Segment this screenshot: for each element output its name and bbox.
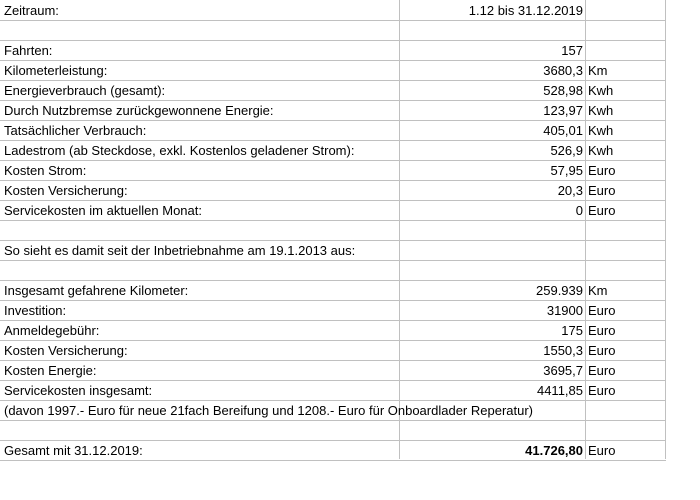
row-label[interactable]: Tatsächlicher Verbrauch:: [4, 123, 147, 138]
table-row: [0, 221, 666, 241]
row-value[interactable]: [400, 261, 583, 280]
table-row: [0, 181, 666, 201]
table-row: [0, 261, 666, 281]
row-value[interactable]: 526,9: [550, 143, 583, 158]
table-row: [0, 281, 666, 301]
table-row: [0, 121, 666, 141]
row-unit[interactable]: Euro: [588, 443, 616, 458]
table-row: [0, 21, 666, 41]
table-row: [0, 161, 666, 181]
table-row: [0, 441, 666, 461]
row-label[interactable]: Kosten Strom:: [4, 163, 87, 178]
row-value[interactable]: 3695,7: [543, 363, 583, 378]
row-value[interactable]: 528,98: [543, 83, 583, 98]
row-value[interactable]: 405,01: [543, 123, 583, 138]
row-value[interactable]: 175: [561, 323, 583, 338]
row-label[interactable]: Ladestrom (ab Steckdose, exkl. Kostenlos geladener Strom):: [4, 143, 355, 158]
row-unit[interactable]: Kwh: [588, 123, 614, 138]
row-label[interactable]: Investition:: [4, 303, 67, 318]
row-value[interactable]: 41.726,80: [525, 443, 583, 458]
row-value[interactable]: [400, 21, 583, 40]
row-label[interactable]: So sieht es damit seit der Inbetriebnahme am 19.1.2013 aus:: [4, 243, 356, 258]
row-unit[interactable]: Euro: [588, 343, 616, 358]
row-value[interactable]: 0: [575, 203, 583, 218]
row-unit[interactable]: Kwh: [588, 103, 614, 118]
row-unit[interactable]: Kwh: [588, 143, 614, 158]
row-value[interactable]: 259.939: [536, 283, 583, 298]
table-row: [0, 301, 666, 321]
table-row: [0, 141, 666, 161]
table-row: [0, 321, 666, 341]
table-row: [0, 41, 666, 61]
row-label[interactable]: Servicekosten im aktuellen Monat:: [4, 203, 202, 218]
row-unit[interactable]: Km: [588, 283, 608, 298]
table-row: [0, 361, 666, 381]
row-value[interactable]: 31900: [546, 303, 583, 318]
row-value[interactable]: 157: [561, 43, 583, 58]
row-label[interactable]: Zeitraum:: [4, 3, 59, 18]
row-value[interactable]: 20,3: [557, 183, 583, 198]
row-label[interactable]: Insgesamt gefahrene Kilometer:: [4, 283, 189, 298]
row-label[interactable]: Durch Nutzbremse zurückgewonnene Energie:: [4, 103, 274, 118]
table-row: [0, 81, 666, 101]
table-row: [0, 421, 666, 441]
row-label[interactable]: Kosten Energie:: [4, 363, 97, 378]
row-unit[interactable]: Euro: [588, 303, 616, 318]
row-label[interactable]: Kilometerleistung:: [4, 63, 108, 78]
row-label[interactable]: Fahrten:: [4, 43, 53, 58]
table-row: [0, 101, 666, 121]
row-unit[interactable]: Euro: [588, 163, 616, 178]
row-label[interactable]: Kosten Versicherung:: [4, 183, 128, 198]
row-unit[interactable]: Euro: [588, 363, 616, 378]
row-label[interactable]: (davon 1997.- Euro für neue 21fach Bereifung und 1208.- Euro für Onboardlader Reperatur): [4, 403, 534, 418]
row-unit[interactable]: Kwh: [588, 83, 614, 98]
row-unit[interactable]: Euro: [588, 323, 616, 338]
row-value[interactable]: 4411,85: [536, 383, 583, 398]
row-value[interactable]: [400, 401, 583, 420]
row-label[interactable]: Servicekosten insgesamt:: [4, 383, 153, 398]
row-label[interactable]: Energieverbrauch (gesamt):: [4, 83, 166, 98]
row-value[interactable]: 57,95: [550, 163, 583, 178]
row-unit[interactable]: Euro: [588, 383, 616, 398]
table-row: [0, 0, 666, 21]
row-label[interactable]: Kosten Versicherung:: [4, 343, 128, 358]
row-value[interactable]: 1.12 bis 31.12.2019: [468, 3, 583, 18]
row-value[interactable]: 3680,3: [543, 63, 583, 78]
row-unit[interactable]: Km: [588, 63, 608, 78]
row-value[interactable]: [400, 421, 583, 440]
row-value[interactable]: 123,97: [543, 103, 583, 118]
table-row: [0, 401, 666, 421]
table-row: [0, 381, 666, 401]
row-value[interactable]: [400, 221, 583, 240]
row-value[interactable]: [400, 241, 583, 260]
row-value[interactable]: 1550,3: [543, 343, 583, 358]
table-row: [0, 341, 666, 361]
table-row: [0, 201, 666, 221]
table-row: [0, 61, 666, 81]
row-label[interactable]: Gesamt mit 31.12.2019:: [4, 443, 143, 458]
row-label[interactable]: Anmeldegebühr:: [4, 323, 100, 338]
row-unit[interactable]: Euro: [588, 183, 616, 198]
table-row: [0, 241, 666, 261]
row-unit[interactable]: Euro: [588, 203, 616, 218]
